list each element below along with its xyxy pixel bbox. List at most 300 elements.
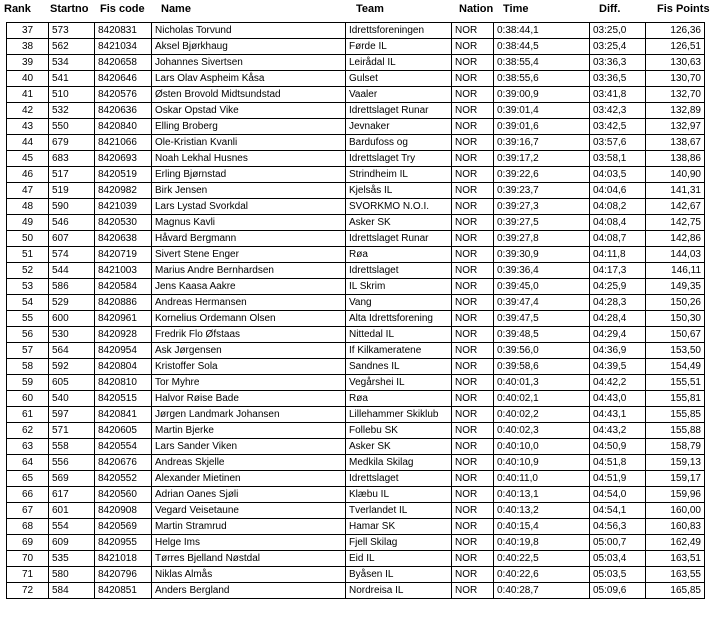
fis-code-cell: 8420676 <box>95 455 152 471</box>
team-cell: Nordreisa IL <box>346 583 452 599</box>
table-row <box>7 455 705 471</box>
team-cell: Nittedal IL <box>346 327 452 343</box>
team-cell: Alta Idrettsforening <box>346 311 452 327</box>
fis-code-cell: 8420569 <box>95 519 152 535</box>
table-row <box>7 519 705 535</box>
nation-cell: NOR <box>452 423 494 439</box>
diff-cell: 03:25,4 <box>590 39 646 55</box>
team-cell: SVORKMO N.O.I. <box>346 199 452 215</box>
fis-points-cell: 155,88 <box>646 423 705 439</box>
nation-cell: NOR <box>452 247 494 263</box>
fis-code-cell: 8420636 <box>95 103 152 119</box>
nation-cell: NOR <box>452 583 494 599</box>
diff-cell: 05:00,7 <box>590 535 646 551</box>
rank-cell: 63 <box>7 439 49 455</box>
fis-points-cell: 132,70 <box>646 87 705 103</box>
fis-points-cell: 146,11 <box>646 263 705 279</box>
startno-cell: 586 <box>49 279 95 295</box>
fis-code-cell: 8420530 <box>95 215 152 231</box>
table-row <box>7 23 705 39</box>
table-row <box>7 71 705 87</box>
startno-cell: 558 <box>49 439 95 455</box>
name-cell: Fredrik Flo Øfstaas <box>152 327 346 343</box>
fis-points-cell: 160,00 <box>646 503 705 519</box>
rank-cell: 72 <box>7 583 49 599</box>
diff-cell: 04:51,9 <box>590 471 646 487</box>
nation-cell: NOR <box>452 55 494 71</box>
team-cell: Vegårshei IL <box>346 375 452 391</box>
time-cell: 0:39:22,6 <box>494 167 590 183</box>
startno-cell: 617 <box>49 487 95 503</box>
fis-code-cell: 8421018 <box>95 551 152 567</box>
team-cell: Asker SK <box>346 215 452 231</box>
time-cell: 0:40:01,3 <box>494 375 590 391</box>
nation-cell: NOR <box>452 407 494 423</box>
fis-points-cell: 150,26 <box>646 295 705 311</box>
nation-cell: NOR <box>452 487 494 503</box>
fis-points-cell: 126,36 <box>646 23 705 39</box>
diff-cell: 03:36,5 <box>590 71 646 87</box>
nation-cell: NOR <box>452 567 494 583</box>
table-row <box>7 583 705 599</box>
name-cell: Kornelius Ordemann Olsen <box>152 311 346 327</box>
name-cell: Ole-Kristian Kvanli <box>152 135 346 151</box>
time-cell: 0:40:15,4 <box>494 519 590 535</box>
table-row <box>7 167 705 183</box>
diff-cell: 03:41,8 <box>590 87 646 103</box>
nation-cell: NOR <box>452 167 494 183</box>
diff-cell: 04:43,0 <box>590 391 646 407</box>
startno-cell: 517 <box>49 167 95 183</box>
fis-points-cell: 160,83 <box>646 519 705 535</box>
name-cell: Anders Bergland <box>152 583 346 599</box>
diff-cell: 04:50,9 <box>590 439 646 455</box>
rank-cell: 49 <box>7 215 49 231</box>
name-cell: Erling Bjørnstad <box>152 167 346 183</box>
table-row <box>7 407 705 423</box>
team-cell: If Kilkameratene <box>346 343 452 359</box>
team-cell: Byåsen IL <box>346 567 452 583</box>
fis-code-cell: 8420961 <box>95 311 152 327</box>
nation-cell: NOR <box>452 519 494 535</box>
rank-cell: 46 <box>7 167 49 183</box>
team-cell: Jevnaker <box>346 119 452 135</box>
nation-cell: NOR <box>452 359 494 375</box>
header-time: Time <box>503 3 529 15</box>
header-nation: Nation <box>459 3 494 15</box>
startno-cell: 532 <box>49 103 95 119</box>
name-cell: Marius Andre Bernhardsen <box>152 263 346 279</box>
nation-cell: NOR <box>452 455 494 471</box>
diff-cell: 04:43,1 <box>590 407 646 423</box>
startno-cell: 609 <box>49 535 95 551</box>
team-cell: Røa <box>346 391 452 407</box>
rank-cell: 40 <box>7 71 49 87</box>
nation-cell: NOR <box>452 87 494 103</box>
startno-cell: 540 <box>49 391 95 407</box>
name-cell: Martin Bjerke <box>152 423 346 439</box>
fis-points-cell: 150,67 <box>646 327 705 343</box>
fis-code-cell: 8420810 <box>95 375 152 391</box>
startno-cell: 592 <box>49 359 95 375</box>
diff-cell: 03:42,3 <box>590 103 646 119</box>
time-cell: 0:38:44,5 <box>494 39 590 55</box>
time-cell: 0:40:22,5 <box>494 551 590 567</box>
fis-code-cell: 8420693 <box>95 151 152 167</box>
startno-cell: 562 <box>49 39 95 55</box>
name-cell: Oskar Opstad Vike <box>152 103 346 119</box>
startno-cell: 601 <box>49 503 95 519</box>
table-row <box>7 311 705 327</box>
nation-cell: NOR <box>452 183 494 199</box>
table-row <box>7 87 705 103</box>
rank-cell: 66 <box>7 487 49 503</box>
nation-cell: NOR <box>452 391 494 407</box>
fis-points-cell: 130,70 <box>646 71 705 87</box>
team-cell: Vang <box>346 295 452 311</box>
name-cell: Ask Jørgensen <box>152 343 346 359</box>
team-cell: IL Skrim <box>346 279 452 295</box>
header-fis-code: Fis code <box>100 3 145 15</box>
nation-cell: NOR <box>452 375 494 391</box>
startno-cell: 607 <box>49 231 95 247</box>
fis-points-cell: 165,85 <box>646 583 705 599</box>
diff-cell: 04:08,4 <box>590 215 646 231</box>
table-row <box>7 487 705 503</box>
time-cell: 0:40:19,8 <box>494 535 590 551</box>
nation-cell: NOR <box>452 279 494 295</box>
table-row <box>7 423 705 439</box>
header-fis-points: Fis Points <box>657 3 710 15</box>
team-cell: Follebu SK <box>346 423 452 439</box>
team-cell: Asker SK <box>346 439 452 455</box>
team-cell: Leirådal IL <box>346 55 452 71</box>
table-row <box>7 183 705 199</box>
rank-cell: 65 <box>7 471 49 487</box>
startno-cell: 556 <box>49 455 95 471</box>
diff-cell: 04:54,0 <box>590 487 646 503</box>
rank-cell: 70 <box>7 551 49 567</box>
diff-cell: 04:29,4 <box>590 327 646 343</box>
fis-code-cell: 8420552 <box>95 471 152 487</box>
name-cell: Lars Olav Aspheim Kåsa <box>152 71 346 87</box>
table-row <box>7 199 705 215</box>
name-cell: Alexander Mietinen <box>152 471 346 487</box>
time-cell: 0:38:44,1 <box>494 23 590 39</box>
fis-points-cell: 159,17 <box>646 471 705 487</box>
time-cell: 0:40:22,6 <box>494 567 590 583</box>
rank-cell: 47 <box>7 183 49 199</box>
fis-points-cell: 126,51 <box>646 39 705 55</box>
team-cell: Røa <box>346 247 452 263</box>
name-cell: Tor Myhre <box>152 375 346 391</box>
fis-code-cell: 8420519 <box>95 167 152 183</box>
time-cell: 0:40:28,7 <box>494 583 590 599</box>
time-cell: 0:39:00,9 <box>494 87 590 103</box>
time-cell: 0:39:48,5 <box>494 327 590 343</box>
time-cell: 0:39:56,0 <box>494 343 590 359</box>
diff-cell: 04:28,4 <box>590 311 646 327</box>
team-cell: Fjell Skilag <box>346 535 452 551</box>
rank-cell: 54 <box>7 295 49 311</box>
team-cell: Idrettsforeningen <box>346 23 452 39</box>
team-cell: Idrettslaget <box>346 263 452 279</box>
fis-points-cell: 130,63 <box>646 55 705 71</box>
fis-code-cell: 8420576 <box>95 87 152 103</box>
diff-cell: 04:28,3 <box>590 295 646 311</box>
startno-cell: 535 <box>49 551 95 567</box>
name-cell: Martin Stramrud <box>152 519 346 535</box>
fis-code-cell: 8420982 <box>95 183 152 199</box>
fis-points-cell: 159,13 <box>646 455 705 471</box>
name-cell: Birk Jensen <box>152 183 346 199</box>
name-cell: Andreas Hermansen <box>152 295 346 311</box>
table-row <box>7 375 705 391</box>
fis-code-cell: 8420560 <box>95 487 152 503</box>
team-cell: Kjelsås IL <box>346 183 452 199</box>
nation-cell: NOR <box>452 343 494 359</box>
rank-cell: 38 <box>7 39 49 55</box>
nation-cell: NOR <box>452 503 494 519</box>
team-cell: Førde IL <box>346 39 452 55</box>
diff-cell: 03:58,1 <box>590 151 646 167</box>
time-cell: 0:40:10,0 <box>494 439 590 455</box>
diff-cell: 05:09,6 <box>590 583 646 599</box>
team-cell: Idrettslaget Runar <box>346 231 452 247</box>
time-cell: 0:39:47,5 <box>494 311 590 327</box>
time-cell: 0:40:02,2 <box>494 407 590 423</box>
name-cell: Johannes Sivertsen <box>152 55 346 71</box>
startno-cell: 569 <box>49 471 95 487</box>
fis-points-cell: 142,75 <box>646 215 705 231</box>
rank-cell: 68 <box>7 519 49 535</box>
rank-cell: 55 <box>7 311 49 327</box>
name-cell: Lars Lystad Svorkdal <box>152 199 346 215</box>
rank-cell: 67 <box>7 503 49 519</box>
time-cell: 0:40:02,3 <box>494 423 590 439</box>
team-cell: Medkila Skilag <box>346 455 452 471</box>
time-cell: 0:40:13,1 <box>494 487 590 503</box>
startno-cell: 574 <box>49 247 95 263</box>
fis-code-cell: 8421066 <box>95 135 152 151</box>
fis-points-cell: 155,81 <box>646 391 705 407</box>
table-row <box>7 535 705 551</box>
table-row <box>7 343 705 359</box>
fis-code-cell: 8420638 <box>95 231 152 247</box>
rank-cell: 37 <box>7 23 49 39</box>
fis-code-cell: 8420954 <box>95 343 152 359</box>
diff-cell: 04:04,6 <box>590 183 646 199</box>
name-cell: Vegard Veisetaune <box>152 503 346 519</box>
name-cell: Adrian Oanes Sjøli <box>152 487 346 503</box>
team-cell: Gulset <box>346 71 452 87</box>
nation-cell: NOR <box>452 135 494 151</box>
fis-code-cell: 8420658 <box>95 55 152 71</box>
table-row <box>7 567 705 583</box>
name-cell: Magnus Kavli <box>152 215 346 231</box>
nation-cell: NOR <box>452 151 494 167</box>
time-cell: 0:39:01,6 <box>494 119 590 135</box>
diff-cell: 04:56,3 <box>590 519 646 535</box>
fis-code-cell: 8421003 <box>95 263 152 279</box>
time-cell: 0:39:45,0 <box>494 279 590 295</box>
rank-cell: 53 <box>7 279 49 295</box>
fis-code-cell: 8421039 <box>95 199 152 215</box>
rank-cell: 69 <box>7 535 49 551</box>
fis-code-cell: 8420851 <box>95 583 152 599</box>
name-cell: Lars Sander Viken <box>152 439 346 455</box>
table-row <box>7 295 705 311</box>
time-cell: 0:39:27,8 <box>494 231 590 247</box>
header-team: Team <box>356 3 384 15</box>
nation-cell: NOR <box>452 199 494 215</box>
name-cell: Kristoffer Sola <box>152 359 346 375</box>
nation-cell: NOR <box>452 231 494 247</box>
fis-code-cell: 8420831 <box>95 23 152 39</box>
startno-cell: 546 <box>49 215 95 231</box>
time-cell: 0:39:27,5 <box>494 215 590 231</box>
diff-cell: 03:25,0 <box>590 23 646 39</box>
rank-cell: 52 <box>7 263 49 279</box>
rank-cell: 45 <box>7 151 49 167</box>
fis-code-cell: 8420908 <box>95 503 152 519</box>
name-cell: Jørgen Landmark Johansen <box>152 407 346 423</box>
startno-cell: 584 <box>49 583 95 599</box>
table-row <box>7 439 705 455</box>
fis-points-cell: 138,86 <box>646 151 705 167</box>
header-diff: Diff. <box>599 3 621 15</box>
nation-cell: NOR <box>452 39 494 55</box>
table-row <box>7 215 705 231</box>
diff-cell: 04:11,8 <box>590 247 646 263</box>
diff-cell: 04:08,7 <box>590 231 646 247</box>
nation-cell: NOR <box>452 103 494 119</box>
fis-code-cell: 8420719 <box>95 247 152 263</box>
fis-points-cell: 144,03 <box>646 247 705 263</box>
startno-cell: 597 <box>49 407 95 423</box>
table-row <box>7 327 705 343</box>
diff-cell: 04:39,5 <box>590 359 646 375</box>
diff-cell: 04:08,2 <box>590 199 646 215</box>
fis-points-cell: 155,51 <box>646 375 705 391</box>
fis-points-cell: 149,35 <box>646 279 705 295</box>
rank-cell: 64 <box>7 455 49 471</box>
table-row <box>7 263 705 279</box>
startno-cell: 573 <box>49 23 95 39</box>
rank-cell: 44 <box>7 135 49 151</box>
diff-cell: 03:42,5 <box>590 119 646 135</box>
nation-cell: NOR <box>452 119 494 135</box>
rank-cell: 43 <box>7 119 49 135</box>
startno-cell: 580 <box>49 567 95 583</box>
team-cell: Strindheim IL <box>346 167 452 183</box>
fis-points-cell: 142,86 <box>646 231 705 247</box>
table-row <box>7 247 705 263</box>
nation-cell: NOR <box>452 471 494 487</box>
rank-cell: 56 <box>7 327 49 343</box>
fis-code-cell: 8420955 <box>95 535 152 551</box>
time-cell: 0:38:55,6 <box>494 71 590 87</box>
time-cell: 0:39:01,4 <box>494 103 590 119</box>
rank-cell: 71 <box>7 567 49 583</box>
fis-points-cell: 155,85 <box>646 407 705 423</box>
fis-code-cell: 8420554 <box>95 439 152 455</box>
team-cell: Lillehammer Skiklub <box>346 407 452 423</box>
header-startno: Startno <box>50 3 89 15</box>
rank-cell: 42 <box>7 103 49 119</box>
table-row <box>7 471 705 487</box>
diff-cell: 03:57,6 <box>590 135 646 151</box>
fis-points-cell: 132,89 <box>646 103 705 119</box>
fis-points-cell: 163,51 <box>646 551 705 567</box>
startno-cell: 590 <box>49 199 95 215</box>
startno-cell: 544 <box>49 263 95 279</box>
fis-points-cell: 154,49 <box>646 359 705 375</box>
team-cell: Idrettslaget <box>346 471 452 487</box>
rank-cell: 61 <box>7 407 49 423</box>
fis-code-cell: 8420605 <box>95 423 152 439</box>
startno-cell: 529 <box>49 295 95 311</box>
fis-points-cell: 162,49 <box>646 535 705 551</box>
name-cell: Sivert Stene Enger <box>152 247 346 263</box>
table-row <box>7 231 705 247</box>
time-cell: 0:39:27,3 <box>494 199 590 215</box>
name-cell: Andreas Skjelle <box>152 455 346 471</box>
time-cell: 0:39:36,4 <box>494 263 590 279</box>
time-cell: 0:39:16,7 <box>494 135 590 151</box>
name-cell: Noah Lekhal Husnes <box>152 151 346 167</box>
startno-cell: 683 <box>49 151 95 167</box>
rank-cell: 50 <box>7 231 49 247</box>
name-cell: Niklas Almås <box>152 567 346 583</box>
name-cell: Elling Broberg <box>152 119 346 135</box>
fis-code-cell: 8420886 <box>95 295 152 311</box>
startno-cell: 510 <box>49 87 95 103</box>
nation-cell: NOR <box>452 71 494 87</box>
nation-cell: NOR <box>452 551 494 567</box>
time-cell: 0:39:23,7 <box>494 183 590 199</box>
rank-cell: 60 <box>7 391 49 407</box>
startno-cell: 530 <box>49 327 95 343</box>
table-row <box>7 119 705 135</box>
diff-cell: 04:36,9 <box>590 343 646 359</box>
nation-cell: NOR <box>452 215 494 231</box>
name-cell: Nicholas Torvund <box>152 23 346 39</box>
name-cell: Håvard Bergmann <box>152 231 346 247</box>
team-cell: Bardufoss og <box>346 135 452 151</box>
name-cell: Aksel Bjørkhaug <box>152 39 346 55</box>
diff-cell: 04:43,2 <box>590 423 646 439</box>
diff-cell: 05:03,5 <box>590 567 646 583</box>
time-cell: 0:40:13,2 <box>494 503 590 519</box>
name-cell: Halvor Røise Bade <box>152 391 346 407</box>
fis-points-cell: 138,67 <box>646 135 705 151</box>
startno-cell: 534 <box>49 55 95 71</box>
table-row <box>7 55 705 71</box>
nation-cell: NOR <box>452 23 494 39</box>
header-rank: Rank <box>4 3 31 15</box>
rank-cell: 58 <box>7 359 49 375</box>
startno-cell: 605 <box>49 375 95 391</box>
fis-points-cell: 159,96 <box>646 487 705 503</box>
startno-cell: 550 <box>49 119 95 135</box>
diff-cell: 04:54,1 <box>590 503 646 519</box>
time-cell: 0:39:30,9 <box>494 247 590 263</box>
fis-points-cell: 153,50 <box>646 343 705 359</box>
fis-code-cell: 8420515 <box>95 391 152 407</box>
team-cell: Tverlandet IL <box>346 503 452 519</box>
results-header-row <box>0 0 723 20</box>
